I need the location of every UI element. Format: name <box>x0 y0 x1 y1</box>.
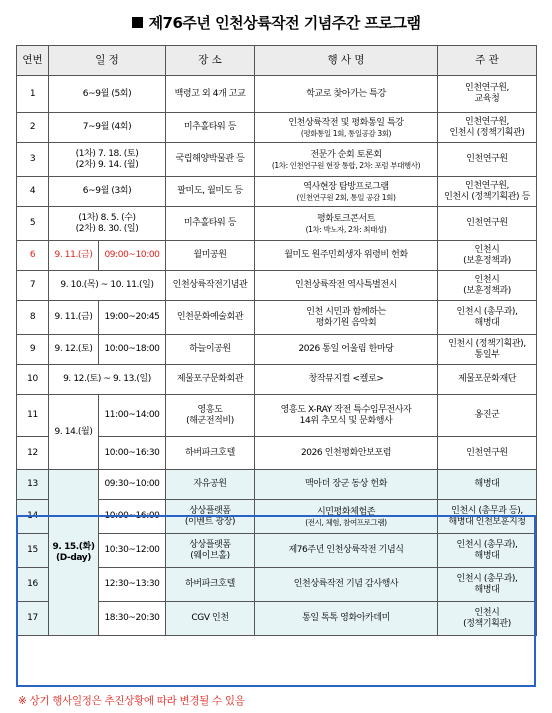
row-event: 영흥도 X-RAY 작전 특수임무전사자 14위 추모식 및 문화행사 <box>255 395 438 437</box>
row-organizer: 인천시 (총무과 등), 해병대 인천보훈지청 <box>438 500 537 534</box>
row-time: 19:00~20:45 <box>99 301 166 335</box>
row-event: 인천상륙작전 역사특별전시 <box>255 271 438 301</box>
header-schedule: 일 정 <box>49 46 166 76</box>
row-number: 8 <box>17 301 49 335</box>
program-table <box>16 45 537 636</box>
row-organizer: 인천연구원 <box>438 143 537 177</box>
row-time: 09:30~10:00 <box>99 470 166 500</box>
row-organizer: 인천연구원, 교육청 <box>438 76 537 113</box>
row-number: 14 <box>17 500 49 534</box>
row-date: 9. 12.(토) <box>49 335 99 365</box>
row-event <box>255 113 438 143</box>
row-place: 인천문화예술회관 <box>166 301 255 335</box>
header-organizer: 주 관 <box>438 46 537 76</box>
row-organizer: 해병대 <box>438 470 537 500</box>
row-event-detail: (인천연구원 2회, 통일 공감 1회) <box>296 192 396 202</box>
table-row <box>17 271 537 301</box>
row-organizer: 인천시 (정책기획관), 통일부 <box>438 335 537 365</box>
row-place: 미추홀타워 등 <box>166 113 255 143</box>
row-number: 1 <box>17 76 49 113</box>
row-event <box>255 177 438 207</box>
row-date: 9. 11.(금) <box>49 241 99 271</box>
row-event: 맥아더 장군 동상 헌화 <box>255 470 438 500</box>
table-row <box>17 470 537 500</box>
row-event: 통일 톡톡 영화아카데미 <box>255 602 438 636</box>
header-place: 장 소 <box>166 46 255 76</box>
row-organizer: 인천연구원, 인천시 (정책기획관) 등 <box>438 177 537 207</box>
row-event-detail: (1차: 인천연구원 현장 통합, 2차: 포럼 부대행사) <box>271 160 421 170</box>
row-place: 영흥도 (해군전적비) <box>166 395 255 437</box>
row-place: 자유공원 <box>166 470 255 500</box>
row-number: 5 <box>17 207 49 241</box>
row-number: 10 <box>17 365 49 395</box>
row-organizer: 옹진군 <box>438 395 537 437</box>
row-event: 2026 통일 어울림 한마당 <box>255 335 438 365</box>
row-organizer: 인천연구원 <box>438 207 537 241</box>
row-organizer: 인천시 (총무과), 해병대 <box>438 568 537 602</box>
table-row <box>17 365 537 395</box>
row-event-title: 역사현장 탐방프로그램 <box>303 181 389 192</box>
row-number: 2 <box>17 113 49 143</box>
row-event-title: 시민평화체험존 <box>316 506 376 517</box>
row-event: 학교로 찾아가는 특강 <box>255 76 438 113</box>
row-number: 7 <box>17 271 49 301</box>
row-place: CGV 인천 <box>166 602 255 636</box>
row-event-detail: (1차: 박노자, 2차: 최태성) <box>305 224 387 234</box>
row-date: 9. 11.(금) <box>49 301 99 335</box>
row-time: 10:00~16:00 <box>99 500 166 534</box>
row-place: 월미공원 <box>166 241 255 271</box>
table-row <box>17 143 537 177</box>
row-time: 10:30~12:00 <box>99 534 166 568</box>
row-number: 4 <box>17 177 49 207</box>
row-event-detail: (전시, 체험, 참여프로그램) <box>305 517 387 527</box>
table-row <box>17 395 537 437</box>
row-event: 2026 인천평화안보포럼 <box>255 437 438 470</box>
row-number: 9 <box>17 335 49 365</box>
row-time: 12:30~13:30 <box>99 568 166 602</box>
table-row <box>17 177 537 207</box>
row-organizer: 인천시 (보훈정책과) <box>438 271 537 301</box>
row-time: 10:00~18:00 <box>99 335 166 365</box>
row-place: 인천상륙작전기념관 <box>166 271 255 301</box>
footnote: ※ 상기 행사일정은 추진상황에 따라 변경될 수 있음 <box>18 695 245 707</box>
row-time: 18:30~20:30 <box>99 602 166 636</box>
row-number: 12 <box>17 437 49 470</box>
table-row <box>17 113 537 143</box>
row-place: 하늘이공원 <box>166 335 255 365</box>
row-place: 상상플랫폼 (이벤트 광장) <box>166 500 255 534</box>
row-time: 11:00~14:00 <box>99 395 166 437</box>
square-bullet-icon <box>132 17 143 28</box>
row-event: 월미도 원주민희생자 위령비 헌화 <box>255 241 438 271</box>
row-place: 하버파크호텔 <box>166 437 255 470</box>
row-date: 9. 15.(화) (D-day) <box>49 470 99 636</box>
row-date: 6~9월 (3회) <box>49 177 166 207</box>
row-date: 7~9월 (4회) <box>49 113 166 143</box>
row-date: (1차) 7. 18. (토) (2차) 9. 14. (월) <box>49 143 166 177</box>
row-event: 창작뮤지컬 <켈로> <box>255 365 438 395</box>
row-organizer: 인천시 (총무과), 해병대 <box>438 301 537 335</box>
row-place: 제물포구문화회관 <box>166 365 255 395</box>
row-time: 09:00~10:00 <box>99 241 166 271</box>
row-date: 6~9월 (5회) <box>49 76 166 113</box>
table-row <box>17 207 537 241</box>
row-event <box>255 207 438 241</box>
row-number: 3 <box>17 143 49 177</box>
row-event-title: 전문가 순회 토론회 <box>310 149 382 160</box>
row-event-title: 인천상륙작전 및 평화통일 특강 <box>288 117 404 128</box>
row-place: 국립해양박물관 등 <box>166 143 255 177</box>
row-organizer: 인천연구원 <box>438 437 537 470</box>
row-event-title: 평화토크콘서트 <box>316 213 376 224</box>
row-event: 인천 시민과 함께하는 평화기원 음악회 <box>255 301 438 335</box>
row-place: 팔미도, 월미도 등 <box>166 177 255 207</box>
row-time: 10:00~16:30 <box>99 437 166 470</box>
row-number: 15 <box>17 534 49 568</box>
row-place: 미추홀타워 등 <box>166 207 255 241</box>
table-row <box>17 335 537 365</box>
table-header-row <box>17 46 537 76</box>
row-place: 백령고 외 4개 고교 <box>166 76 255 113</box>
table-row <box>17 76 537 113</box>
row-number: 13 <box>17 470 49 500</box>
row-number: 16 <box>17 568 49 602</box>
row-date: 9. 14.(월) <box>49 395 99 470</box>
row-number: 6 <box>17 241 49 271</box>
row-event-detail: (평화통일 1회, 통일공감 3회) <box>300 128 392 138</box>
row-date: 9. 12.(토) ~ 9. 13.(일) <box>49 365 166 395</box>
row-organizer: 제물포문화재단 <box>438 365 537 395</box>
row-event: 인천상륙작전 기념 감사행사 <box>255 568 438 602</box>
row-place: 상상플랫폼 (웨이브홀) <box>166 534 255 568</box>
header-no: 연번 <box>17 46 49 76</box>
row-date: (1차) 8. 5. (수) (2차) 8. 30. (일) <box>49 207 166 241</box>
row-event: 제76주년 인천상륙작전 기념식 <box>255 534 438 568</box>
row-place: 하버파크호텔 <box>166 568 255 602</box>
row-event <box>255 143 438 177</box>
row-organizer: 인천시 (보훈정책과) <box>438 241 537 271</box>
row-number: 11 <box>17 395 49 437</box>
row-date: 9. 10.(목) ~ 10. 11.(일) <box>49 271 166 301</box>
row-organizer: 인천시 (총무과), 해병대 <box>438 534 537 568</box>
row-event <box>255 500 438 534</box>
row-organizer: 인천시 (정책기획관) <box>438 602 537 636</box>
row-number: 17 <box>17 602 49 636</box>
table-row <box>17 241 537 271</box>
header-event: 행 사 명 <box>255 46 438 76</box>
table-row <box>17 301 537 335</box>
page-title: 제76주년 인천상륙작전 기념주간 프로그램 <box>0 12 552 33</box>
row-organizer: 인천연구원, 인천시 (정책기획관) <box>438 113 537 143</box>
